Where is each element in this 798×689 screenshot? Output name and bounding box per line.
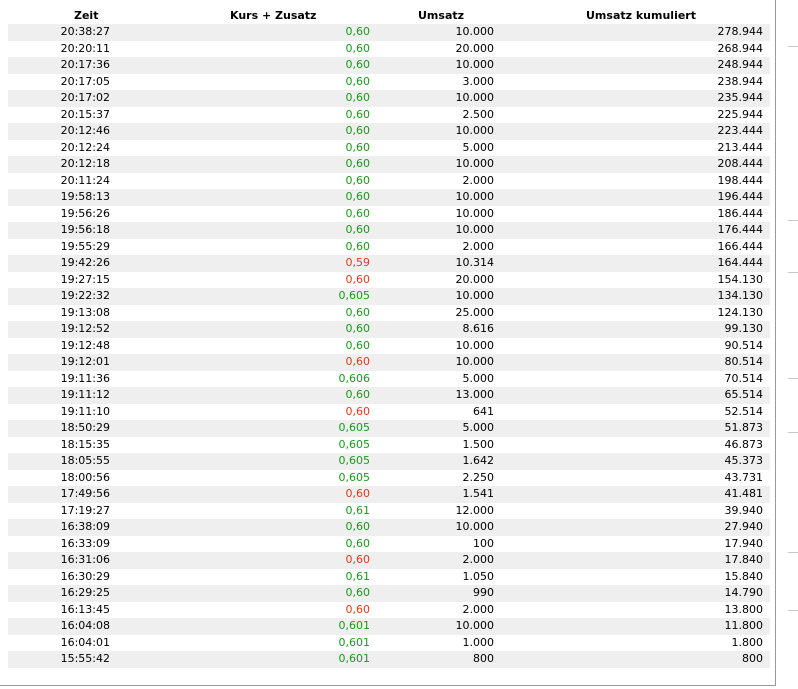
cell-zeit: 20:38:27	[60, 25, 110, 38]
cell-kurs: 0,60	[345, 586, 370, 599]
cell-umsatz: 20.000	[455, 272, 494, 286]
header-umsatz: Umsatz	[418, 9, 465, 22]
cell-kurs: 0,60	[345, 404, 370, 418]
cell-kurs: 0,61	[345, 569, 370, 583]
cell-zeit: 16:33:09	[60, 536, 110, 550]
cell-umsatz-kumuliert: 800	[742, 652, 763, 665]
cell-kurs: 0,605	[338, 454, 370, 467]
cell-umsatz: 1.541	[462, 487, 494, 500]
cell-umsatz: 1.050	[462, 569, 494, 583]
table-row	[8, 420, 770, 437]
cell-kurs: 0,601	[338, 652, 370, 665]
cell-zeit: 19:56:18	[60, 223, 110, 236]
cell-zeit: 17:49:56	[60, 487, 110, 500]
table-row	[8, 123, 770, 140]
cell-zeit: 17:19:27	[60, 503, 110, 517]
cell-umsatz-kumuliert: 11.800	[724, 619, 763, 632]
table-row	[8, 321, 770, 338]
cell-kurs: 0,60	[345, 322, 370, 335]
cell-kurs: 0,60	[345, 355, 370, 368]
cell-umsatz: 2.000	[462, 239, 494, 253]
cell-zeit: 20:12:18	[60, 157, 110, 170]
table-row	[8, 354, 770, 371]
gutter-tick	[788, 378, 798, 379]
cell-umsatz-kumuliert: 238.944	[717, 74, 763, 88]
cell-umsatz-kumuliert: 134.130	[717, 289, 763, 302]
table-row	[8, 503, 770, 520]
cell-umsatz-kumuliert: 176.444	[717, 223, 763, 236]
cell-zeit: 19:58:13	[60, 190, 110, 203]
cell-zeit: 16:31:06	[60, 553, 110, 566]
cell-umsatz-kumuliert: 223.444	[717, 124, 763, 137]
cell-umsatz: 1.642	[462, 454, 494, 467]
table-header	[8, 8, 770, 24]
cell-umsatz: 10.000	[455, 25, 494, 38]
cell-zeit: 20:17:05	[60, 74, 110, 88]
cell-umsatz-kumuliert: 164.444	[717, 256, 763, 269]
cell-zeit: 19:11:10	[60, 404, 110, 418]
gutter-tick	[788, 46, 798, 47]
cell-kurs: 0,60	[345, 520, 370, 533]
cell-umsatz: 10.000	[455, 223, 494, 236]
cell-zeit: 19:11:36	[60, 371, 110, 385]
cell-umsatz: 10.000	[455, 619, 494, 632]
cell-kurs: 0,60	[345, 239, 370, 253]
cell-kurs: 0,60	[345, 553, 370, 566]
cell-zeit: 20:15:37	[60, 107, 110, 121]
table-row	[8, 651, 770, 668]
cell-kurs: 0,60	[345, 272, 370, 286]
gutter-tick	[788, 272, 798, 273]
cell-zeit: 19:11:12	[60, 388, 110, 401]
cell-zeit: 15:55:42	[60, 652, 110, 665]
cell-zeit: 16:04:01	[60, 635, 110, 649]
table-row	[8, 255, 770, 272]
cell-kurs: 0,605	[338, 289, 370, 302]
table-row	[8, 222, 770, 239]
trades-table-body	[8, 24, 770, 668]
cell-umsatz: 10.000	[455, 124, 494, 137]
cell-umsatz-kumuliert: 15.840	[724, 569, 763, 583]
cell-umsatz: 25.000	[455, 305, 494, 319]
cell-umsatz-kumuliert: 52.514	[724, 404, 763, 418]
cell-umsatz: 10.000	[455, 289, 494, 302]
cell-umsatz: 10.000	[455, 157, 494, 170]
table-row	[8, 140, 770, 157]
header-umsatz-kumuliert: Umsatz kumuliert	[586, 9, 696, 22]
cell-zeit: 18:15:35	[60, 437, 110, 451]
table-row	[8, 387, 770, 404]
cell-umsatz-kumuliert: 268.944	[717, 41, 763, 55]
table-row	[8, 486, 770, 503]
cell-kurs: 0,59	[345, 256, 370, 269]
cell-zeit: 19:12:01	[60, 355, 110, 368]
table-row	[8, 206, 770, 223]
cell-zeit: 16:13:45	[60, 602, 110, 616]
cell-zeit: 19:13:08	[60, 305, 110, 319]
cell-umsatz: 100	[473, 536, 494, 550]
table-row	[8, 57, 770, 74]
table-row	[8, 74, 770, 91]
cell-kurs: 0,60	[345, 74, 370, 88]
cell-umsatz: 800	[473, 652, 494, 665]
table-row	[8, 305, 770, 322]
cell-zeit: 20:20:11	[60, 41, 110, 55]
cell-kurs: 0,60	[345, 223, 370, 236]
cell-kurs: 0,60	[345, 388, 370, 401]
cell-umsatz-kumuliert: 166.444	[717, 239, 763, 253]
table-row	[8, 585, 770, 602]
cell-umsatz: 641	[473, 404, 494, 418]
cell-umsatz-kumuliert: 65.514	[724, 388, 763, 401]
cell-kurs: 0,60	[345, 157, 370, 170]
cell-umsatz: 2.000	[462, 602, 494, 616]
cell-umsatz: 10.000	[455, 355, 494, 368]
cell-umsatz-kumuliert: 17.940	[724, 536, 763, 550]
table-row	[8, 635, 770, 652]
cell-zeit: 18:00:56	[60, 470, 110, 484]
cell-umsatz: 10.000	[455, 520, 494, 533]
table-row	[8, 404, 770, 421]
cell-umsatz-kumuliert: 235.944	[717, 91, 763, 104]
cell-umsatz-kumuliert: 124.130	[717, 305, 763, 319]
cell-umsatz: 5.000	[462, 371, 494, 385]
cell-kurs: 0,60	[345, 58, 370, 71]
header-zeit: Zeit	[74, 9, 99, 22]
cell-umsatz-kumuliert: 196.444	[717, 190, 763, 203]
cell-umsatz: 10.314	[455, 256, 494, 269]
cell-umsatz: 990	[473, 586, 494, 599]
cell-kurs: 0,605	[338, 421, 370, 434]
cell-umsatz-kumuliert: 90.514	[724, 338, 763, 352]
header-kurs: Kurs + Zusatz	[230, 9, 317, 22]
cell-zeit: 16:30:29	[60, 569, 110, 583]
table-row	[8, 90, 770, 107]
cell-umsatz: 10.000	[455, 58, 494, 71]
table-row	[8, 437, 770, 454]
cell-umsatz-kumuliert: 17.840	[724, 553, 763, 566]
cell-kurs: 0,60	[345, 487, 370, 500]
cell-kurs: 0,60	[345, 173, 370, 187]
cell-umsatz: 12.000	[455, 503, 494, 517]
gutter-tick	[788, 432, 798, 433]
cell-zeit: 19:27:15	[60, 272, 110, 286]
cell-umsatz: 1.000	[462, 635, 494, 649]
cell-umsatz: 8.616	[462, 322, 494, 335]
table-row	[8, 569, 770, 586]
cell-zeit: 16:29:25	[60, 586, 110, 599]
cell-zeit: 18:05:55	[60, 454, 110, 467]
cell-zeit: 20:12:46	[60, 124, 110, 137]
table-row	[8, 41, 770, 58]
cell-umsatz: 10.000	[455, 206, 494, 220]
cell-zeit: 16:38:09	[60, 520, 110, 533]
table-row	[8, 536, 770, 553]
cell-umsatz: 1.500	[462, 437, 494, 451]
gutter-tick	[788, 610, 798, 611]
cell-umsatz-kumuliert: 43.731	[724, 470, 763, 484]
cell-kurs: 0,60	[345, 124, 370, 137]
cell-umsatz-kumuliert: 70.514	[724, 371, 763, 385]
cell-zeit: 20:17:02	[60, 91, 110, 104]
cell-umsatz: 13.000	[455, 388, 494, 401]
cell-umsatz-kumuliert: 1.800	[731, 635, 763, 649]
cell-umsatz: 2.000	[462, 553, 494, 566]
table-row	[8, 602, 770, 619]
table-row	[8, 189, 770, 206]
cell-kurs: 0,605	[338, 470, 370, 484]
cell-umsatz-kumuliert: 80.514	[724, 355, 763, 368]
cell-kurs: 0,601	[338, 635, 370, 649]
cell-zeit: 19:42:26	[60, 256, 110, 269]
cell-kurs: 0,60	[345, 25, 370, 38]
cell-zeit: 20:11:24	[60, 173, 110, 187]
table-row	[8, 470, 770, 487]
cell-umsatz-kumuliert: 154.130	[717, 272, 763, 286]
cell-umsatz: 5.000	[462, 421, 494, 434]
cell-umsatz-kumuliert: 39.940	[724, 503, 763, 517]
table-row	[8, 552, 770, 569]
table-row	[8, 519, 770, 536]
table-row	[8, 618, 770, 635]
cell-kurs: 0,60	[345, 602, 370, 616]
cell-kurs: 0,605	[338, 437, 370, 451]
cell-umsatz: 2.000	[462, 173, 494, 187]
cell-kurs: 0,60	[345, 305, 370, 319]
cell-umsatz-kumuliert: 51.873	[724, 421, 763, 434]
cell-umsatz-kumuliert: 99.130	[724, 322, 763, 335]
cell-umsatz-kumuliert: 186.444	[717, 206, 763, 220]
cell-umsatz-kumuliert: 208.444	[717, 157, 763, 170]
cell-kurs: 0,60	[345, 91, 370, 104]
cell-kurs: 0,60	[345, 206, 370, 220]
table-row	[8, 453, 770, 470]
cell-kurs: 0,60	[345, 190, 370, 203]
cell-umsatz: 10.000	[455, 190, 494, 203]
table-row	[8, 107, 770, 124]
cell-zeit: 19:12:48	[60, 338, 110, 352]
table-row	[8, 288, 770, 305]
cell-umsatz: 2.250	[462, 470, 494, 484]
cell-umsatz-kumuliert: 248.944	[717, 58, 763, 71]
cell-kurs: 0,60	[345, 140, 370, 154]
cell-zeit: 19:12:52	[60, 322, 110, 335]
cell-umsatz-kumuliert: 27.940	[724, 520, 763, 533]
cell-umsatz-kumuliert: 278.944	[717, 25, 763, 38]
cell-zeit: 16:04:08	[60, 619, 110, 632]
cell-umsatz-kumuliert: 45.373	[724, 454, 763, 467]
cell-umsatz-kumuliert: 225.944	[717, 107, 763, 121]
cell-zeit: 19:55:29	[60, 239, 110, 253]
cell-zeit: 19:22:32	[60, 289, 110, 302]
cell-kurs: 0,60	[345, 107, 370, 121]
table-row	[8, 338, 770, 355]
cell-umsatz: 3.000	[462, 74, 494, 88]
cell-umsatz-kumuliert: 13.800	[724, 602, 763, 616]
cell-umsatz: 20.000	[455, 41, 494, 55]
cell-umsatz-kumuliert: 46.873	[724, 437, 763, 451]
cell-kurs: 0,60	[345, 41, 370, 55]
cell-umsatz-kumuliert: 213.444	[717, 140, 763, 154]
table-row	[8, 272, 770, 289]
cell-zeit: 20:17:36	[60, 58, 110, 71]
cell-umsatz-kumuliert: 41.481	[724, 487, 763, 500]
table-row	[8, 173, 770, 190]
cell-umsatz: 5.000	[462, 140, 494, 154]
table-row	[8, 371, 770, 388]
cell-umsatz: 10.000	[455, 338, 494, 352]
cell-umsatz-kumuliert: 14.790	[724, 586, 763, 599]
cell-zeit: 20:12:24	[60, 140, 110, 154]
gutter-tick	[788, 220, 798, 221]
cell-umsatz: 10.000	[455, 91, 494, 104]
table-row	[8, 24, 770, 41]
cell-kurs: 0,60	[345, 338, 370, 352]
table-row	[8, 239, 770, 256]
cell-kurs: 0,606	[338, 371, 370, 385]
cell-umsatz-kumuliert: 198.444	[717, 173, 763, 187]
cell-kurs: 0,61	[345, 503, 370, 517]
cell-zeit: 19:56:26	[60, 206, 110, 220]
cell-kurs: 0,601	[338, 619, 370, 632]
table-row	[8, 156, 770, 173]
gutter-tick	[788, 552, 798, 553]
cell-kurs: 0,60	[345, 536, 370, 550]
cell-zeit: 18:50:29	[60, 421, 110, 434]
cell-umsatz: 2.500	[462, 107, 494, 121]
